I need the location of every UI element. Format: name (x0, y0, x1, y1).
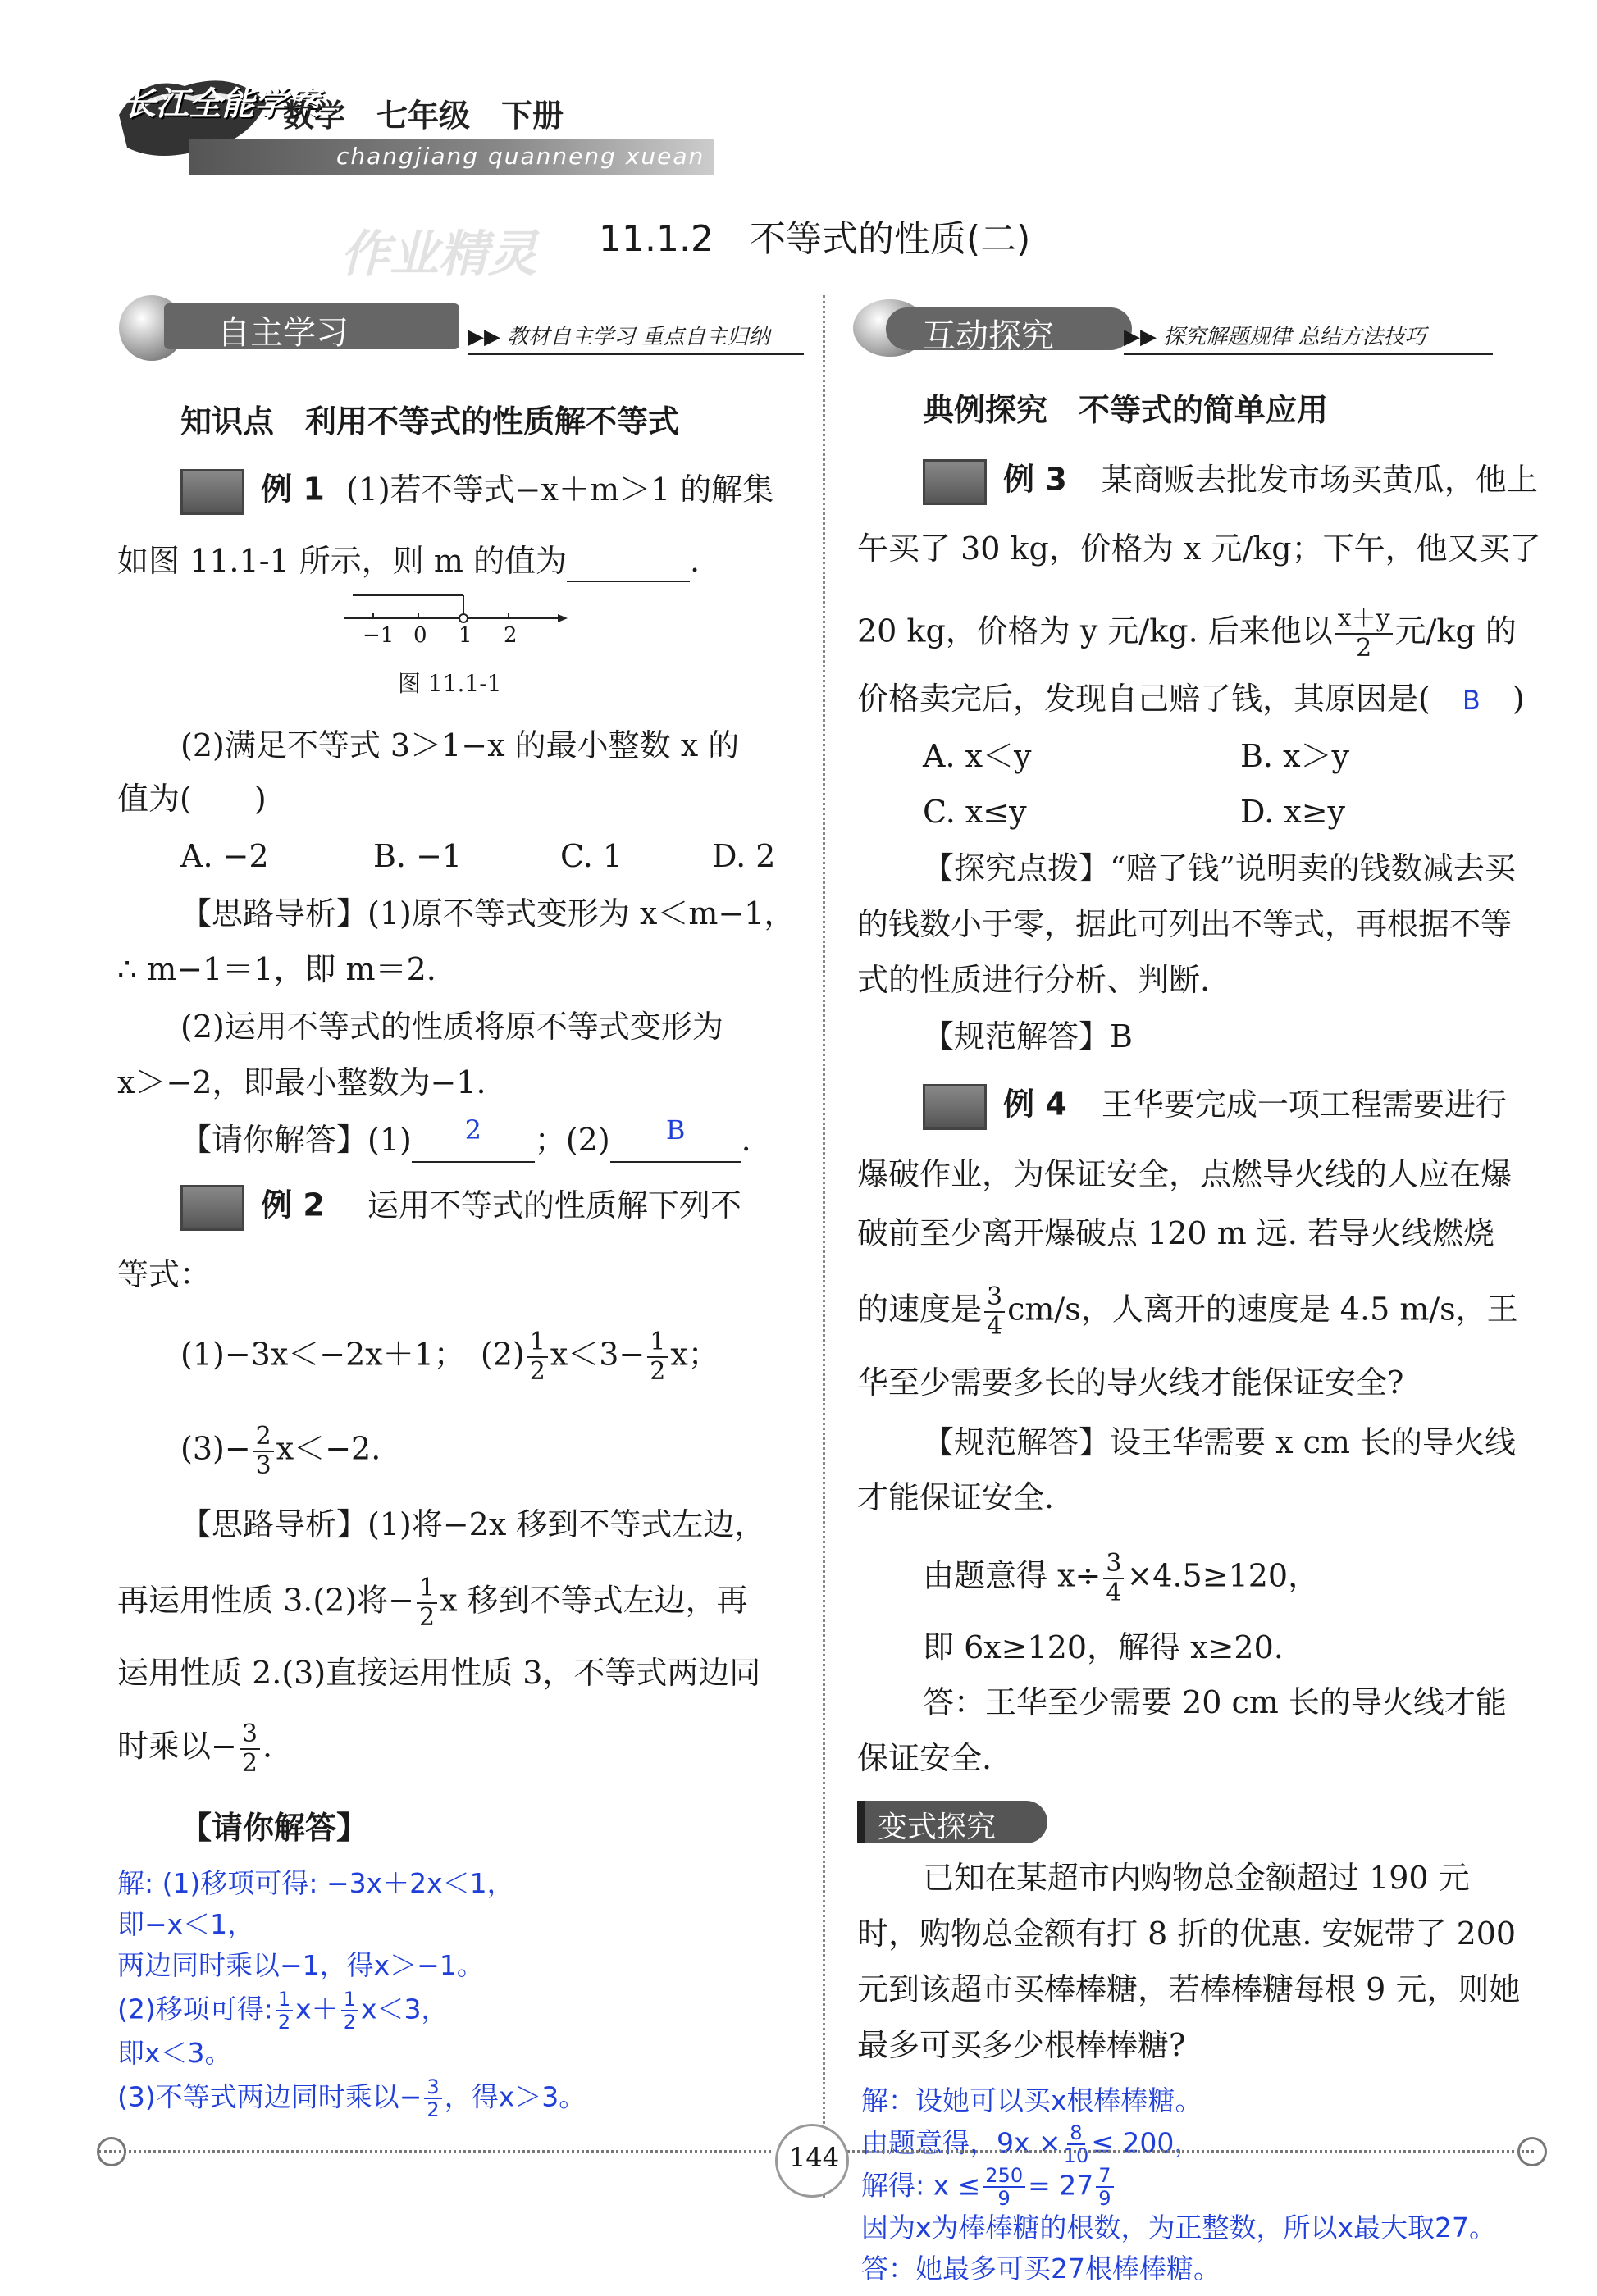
example-3-label: 例 3 (1003, 461, 1067, 498)
example-4-text: 王华要完成一项工程需要进行 (1101, 1086, 1507, 1123)
std4-line3 (923, 1550, 1319, 1607)
std4-line3b: ×4.5≥120， (1126, 1557, 1320, 1594)
hint-1-line1: 【思路导析】(1)原不等式变形为 x＜m−1， (180, 895, 796, 932)
tick-label: 1 (459, 623, 472, 648)
example-1-label: 例 1 (261, 471, 325, 508)
option-b[interactable]: B. −1 (373, 838, 463, 874)
solution-line: 解: (1)移项可得: −3x＋2x＜1， (117, 1867, 514, 1899)
section-rule (1124, 353, 1493, 355)
ex3-line2: 午买了 30 kg，价格为 x 元/kg；下午，他又买了 (857, 531, 1541, 567)
tip-line2: 的钱数小于零，据此可列出不等式，再根据不等 (857, 906, 1513, 942)
option-c[interactable]: C. 1 (560, 838, 623, 874)
vsol3b: = 27 (1028, 2169, 1094, 2202)
ex2-part1: (1)−3x＜−2x＋1； (2) (180, 1336, 525, 1373)
hint-2-line4 (117, 1720, 272, 1778)
example-4 (923, 1084, 1507, 1130)
example-2-text: 运用不等式的性质解下列不 (367, 1187, 741, 1223)
hint-1-line2: ∴ m−1＝1，即 m＝2. (117, 951, 436, 987)
answer-separator: ；(2) (534, 1122, 610, 1158)
column-divider (823, 295, 825, 2198)
ex3-line3a: 20 kg，价格为 y 元/kg. 后来他以 (857, 613, 1333, 649)
period: . (689, 543, 700, 579)
left-section-header (115, 295, 804, 361)
solution-line: 即x＜3。 (117, 2037, 232, 2069)
variant-solution-line: 解：设她可以买x根棒棒糖。 (861, 2084, 1202, 2116)
hint-2-line2a: 再运用性质 3.(2)将− (117, 1582, 415, 1619)
answer-blank-1[interactable] (412, 1114, 535, 1163)
answer-blank[interactable] (567, 541, 690, 582)
fraction-half: $\frac{1}{2}$ (527, 1328, 548, 1386)
ex3-option-c[interactable]: C. x≤y (923, 794, 1027, 830)
answer-label: 【请你解答】(1) (180, 1122, 412, 1158)
hint-1-line3: (2)运用不等式的性质将原不等式变形为 (180, 1009, 723, 1045)
figure-caption: 图 11.1-1 (398, 670, 502, 697)
solution-line: 即−x＜1， (117, 1908, 255, 1940)
ex2-part3 (180, 1423, 381, 1480)
hint-2-line1: 【思路导析】(1)将−2x 移到不等式左边， (180, 1506, 766, 1542)
knowledge-point: 知识点 利用不等式的性质解不等式 (180, 403, 680, 440)
variant-label: 变式探究 (878, 1811, 997, 1844)
example-2-line2: 等式： (117, 1256, 212, 1292)
example-1-line2 (117, 541, 700, 582)
variant-solution-line (861, 2122, 1201, 2166)
tick-label: 0 (413, 623, 427, 648)
page-number: 144 (789, 2142, 840, 2173)
example-1-text: (1)若不等式−x＋m＞1 的解集 (345, 471, 774, 508)
variant-solution-line: 答：她最多可买27根棒棒糖。 (861, 2253, 1221, 2285)
tip-line1: 【探究点拨】“赔了钱”说明卖的钱数减去买 (923, 850, 1516, 886)
section-label-interactive: 互动探究 (923, 317, 1054, 355)
vsol2a: 由题意得，9x × (861, 2126, 1061, 2159)
ex2-part2-end: x； (670, 1336, 719, 1373)
sol2-mid: x＋ (295, 1993, 339, 2025)
footer-ornament-right (1517, 2137, 1547, 2166)
blackboard-icon (923, 1084, 987, 1130)
ex3-option-b[interactable]: B. x＞y (1240, 738, 1349, 774)
vsol3a: 解得: x ≤ (861, 2169, 981, 2202)
option-d[interactable]: D. 2 (712, 838, 776, 874)
variant-solution-line (861, 2165, 1116, 2209)
blackboard-icon (180, 469, 244, 515)
sol2-end: x＜3， (360, 1993, 449, 2025)
ex4-line5: 华至少需要多长的导火线才能保证安全? (857, 1364, 1404, 1401)
answer-blank-2[interactable] (610, 1114, 741, 1163)
ex3-answer: B (1462, 685, 1481, 716)
var-line1: 已知在某超市内购物总金额超过 190 元 (923, 1860, 1470, 1896)
section-label-self-study: 自主学习 (217, 314, 349, 352)
hint-2-line2b: x 移到不等式左边，再 (440, 1582, 748, 1619)
ex4-line4a: 的速度是 (857, 1291, 983, 1328)
right-section-header (853, 295, 1509, 361)
variant-solution-line: 因为x为棒棒糖的根数，为正整数，所以x最大取27。 (861, 2212, 1497, 2244)
ex3-line3b: 元/kg 的 (1394, 613, 1517, 649)
example-1 (180, 469, 773, 515)
example-1-line2-text: 如图 11.1-1 所示，则 m 的值为 (117, 543, 567, 579)
option-a[interactable]: A. −2 (180, 838, 269, 874)
header-pinyin: changjiang quanneng xuean (336, 143, 705, 170)
ex1-q2-line2: 值为( ) (117, 781, 267, 817)
ex3-line4-text: 价格卖完后，发现自己赔了钱，其原因是( (857, 681, 1430, 717)
std4-line1: 【规范解答】设王华需要 x cm 长的导火线 (923, 1424, 1516, 1460)
fraction-half: $\frac{1}{2}$ (341, 1988, 358, 2033)
var-line4: 最多可买多少根棒棒糖? (857, 2027, 1186, 2063)
section-rule (468, 353, 804, 355)
ex3-line4 (857, 679, 1525, 720)
fraction-three-quarters: $\frac{3}{4}$ (984, 1283, 1005, 1341)
topic-heading: 典例探究 不等式的简单应用 (923, 392, 1329, 428)
answer-value-1: 2 (464, 1114, 481, 1146)
answer-1 (180, 1114, 751, 1163)
ex2-part3-start: (3)− (180, 1430, 251, 1467)
blackboard-icon (923, 459, 987, 505)
sol2-start: (2)移项可得: (117, 1993, 273, 2025)
hint-2-line3: 运用性质 2.(3)直接运用性质 3，不等式两边同 (117, 1655, 761, 1691)
example-2 (180, 1185, 741, 1231)
fraction-seven-ninths: $\frac{7}{9}$ (1096, 2165, 1113, 2209)
footer-ornament-left (97, 2137, 126, 2166)
solution-line (117, 2076, 586, 2121)
fraction-two-thirds: $\frac{2}{3}$ (253, 1423, 274, 1480)
ex3-option-d[interactable]: D. x≥y (1240, 794, 1346, 830)
ex2-part2: x＜3− (550, 1336, 646, 1373)
example-4-label: 例 4 (1003, 1086, 1067, 1123)
ex3-line3 (857, 605, 1517, 663)
std-answer-3: 【规范解答】B (923, 1018, 1133, 1055)
tick-label: 2 (504, 623, 518, 648)
example-2-label: 例 2 (261, 1187, 325, 1223)
blackboard-icon (180, 1185, 244, 1231)
fraction-three-halves: $\frac{3}{2}$ (240, 1720, 260, 1778)
ex4-line2: 爆破作业，为保证安全，点燃导火线的人应在爆 (857, 1156, 1513, 1192)
std4-line4: 即 6x≥120，解得 x≥20. (923, 1629, 1284, 1665)
tip-line3: 式的性质进行分析、判断. (857, 962, 1211, 998)
solution-line (117, 1988, 449, 2033)
section-tag: ▶▶ 教材自主学习 重点自主归纳 (468, 325, 770, 349)
period: . (741, 1122, 751, 1158)
std4-line6: 保证安全. (857, 1740, 992, 1776)
ex4-line4 (857, 1283, 1518, 1341)
header-subject: 数学 七年级 下册 (283, 98, 564, 134)
logo-text: 长江全能学案 (123, 85, 320, 123)
tick-label: −1 (363, 623, 395, 648)
ex3-option-a[interactable]: A. x＜y (923, 738, 1032, 774)
hint-2-line4a: 时乘以− (117, 1728, 237, 1765)
ex2-part3-end: x＜−2. (276, 1430, 381, 1467)
ex4-line3: 破前至少离开爆破点 120 m 远. 若导火线燃烧 (857, 1215, 1494, 1251)
fraction-three-halves: $\frac{3}{2}$ (424, 2076, 441, 2121)
ex2-part1-2 (180, 1328, 719, 1386)
fraction-half: $\frac{1}{2}$ (276, 1988, 293, 2033)
ex4-line4b: cm/s，人离开的速度是 4.5 m/s，王 (1007, 1291, 1518, 1328)
ex1-q2-line1: (2)满足不等式 3＞1−x 的最小整数 x 的 (180, 727, 740, 763)
fraction-eight-tenths: $\frac{8}{10}$ (1063, 2121, 1089, 2167)
solution-line: 两边同时乘以−1，得x＞−1。 (117, 1949, 484, 1981)
std4-line5: 答：王华至少需要 20 cm 长的导火线才能 (923, 1684, 1507, 1720)
sol3-start: (3)不等式两边同时乘以− (117, 2080, 422, 2113)
page-title: 11.1.2 不等式的性质(二) (599, 218, 1031, 260)
fraction-half: $\frac{1}{2}$ (647, 1328, 668, 1386)
fraction-x-plus-y-over-2: $\frac{x+y}{2}$ (1335, 605, 1393, 663)
footer-rule-right (828, 2150, 1534, 2152)
hint-2-line2 (117, 1574, 748, 1632)
hint-1-line4: x＞−2，即最小整数为−1. (117, 1064, 486, 1100)
answer-2-label: 【请你解答】 (180, 1810, 368, 1846)
var-line3: 元到该超市买棒棒糖，若棒棒糖每根 9 元，则她 (857, 1971, 1521, 2007)
std4-line3a: 由题意得 x÷ (923, 1557, 1102, 1594)
std4-line2: 才能保证安全. (857, 1479, 1055, 1515)
section-tag: ▶▶ 探究解题规律 总结方法技巧 (1124, 325, 1426, 349)
example-3-text: 某商贩去批发市场买黄瓜，他上 (1101, 461, 1538, 498)
example-3 (923, 459, 1538, 505)
vsol2b: ≤ 200， (1091, 2126, 1202, 2159)
answer-value-2: B (665, 1114, 686, 1146)
watermark: 作业精灵 (340, 226, 537, 283)
var-line2: 时，购物总金额有打 8 折的优惠. 安妮带了 200 (857, 1916, 1517, 1952)
footer-rule-left (98, 2150, 771, 2152)
paren-close: ) (1512, 681, 1525, 717)
period: . (262, 1728, 273, 1765)
fraction-half: $\frac{1}{2}$ (417, 1574, 437, 1632)
fraction-three-quarters: $\frac{3}{4}$ (1103, 1550, 1124, 1607)
sol3-end: ，得x＞3。 (444, 2080, 586, 2113)
fraction-250-ninths: $\frac{250}{9}$ (983, 2165, 1025, 2209)
